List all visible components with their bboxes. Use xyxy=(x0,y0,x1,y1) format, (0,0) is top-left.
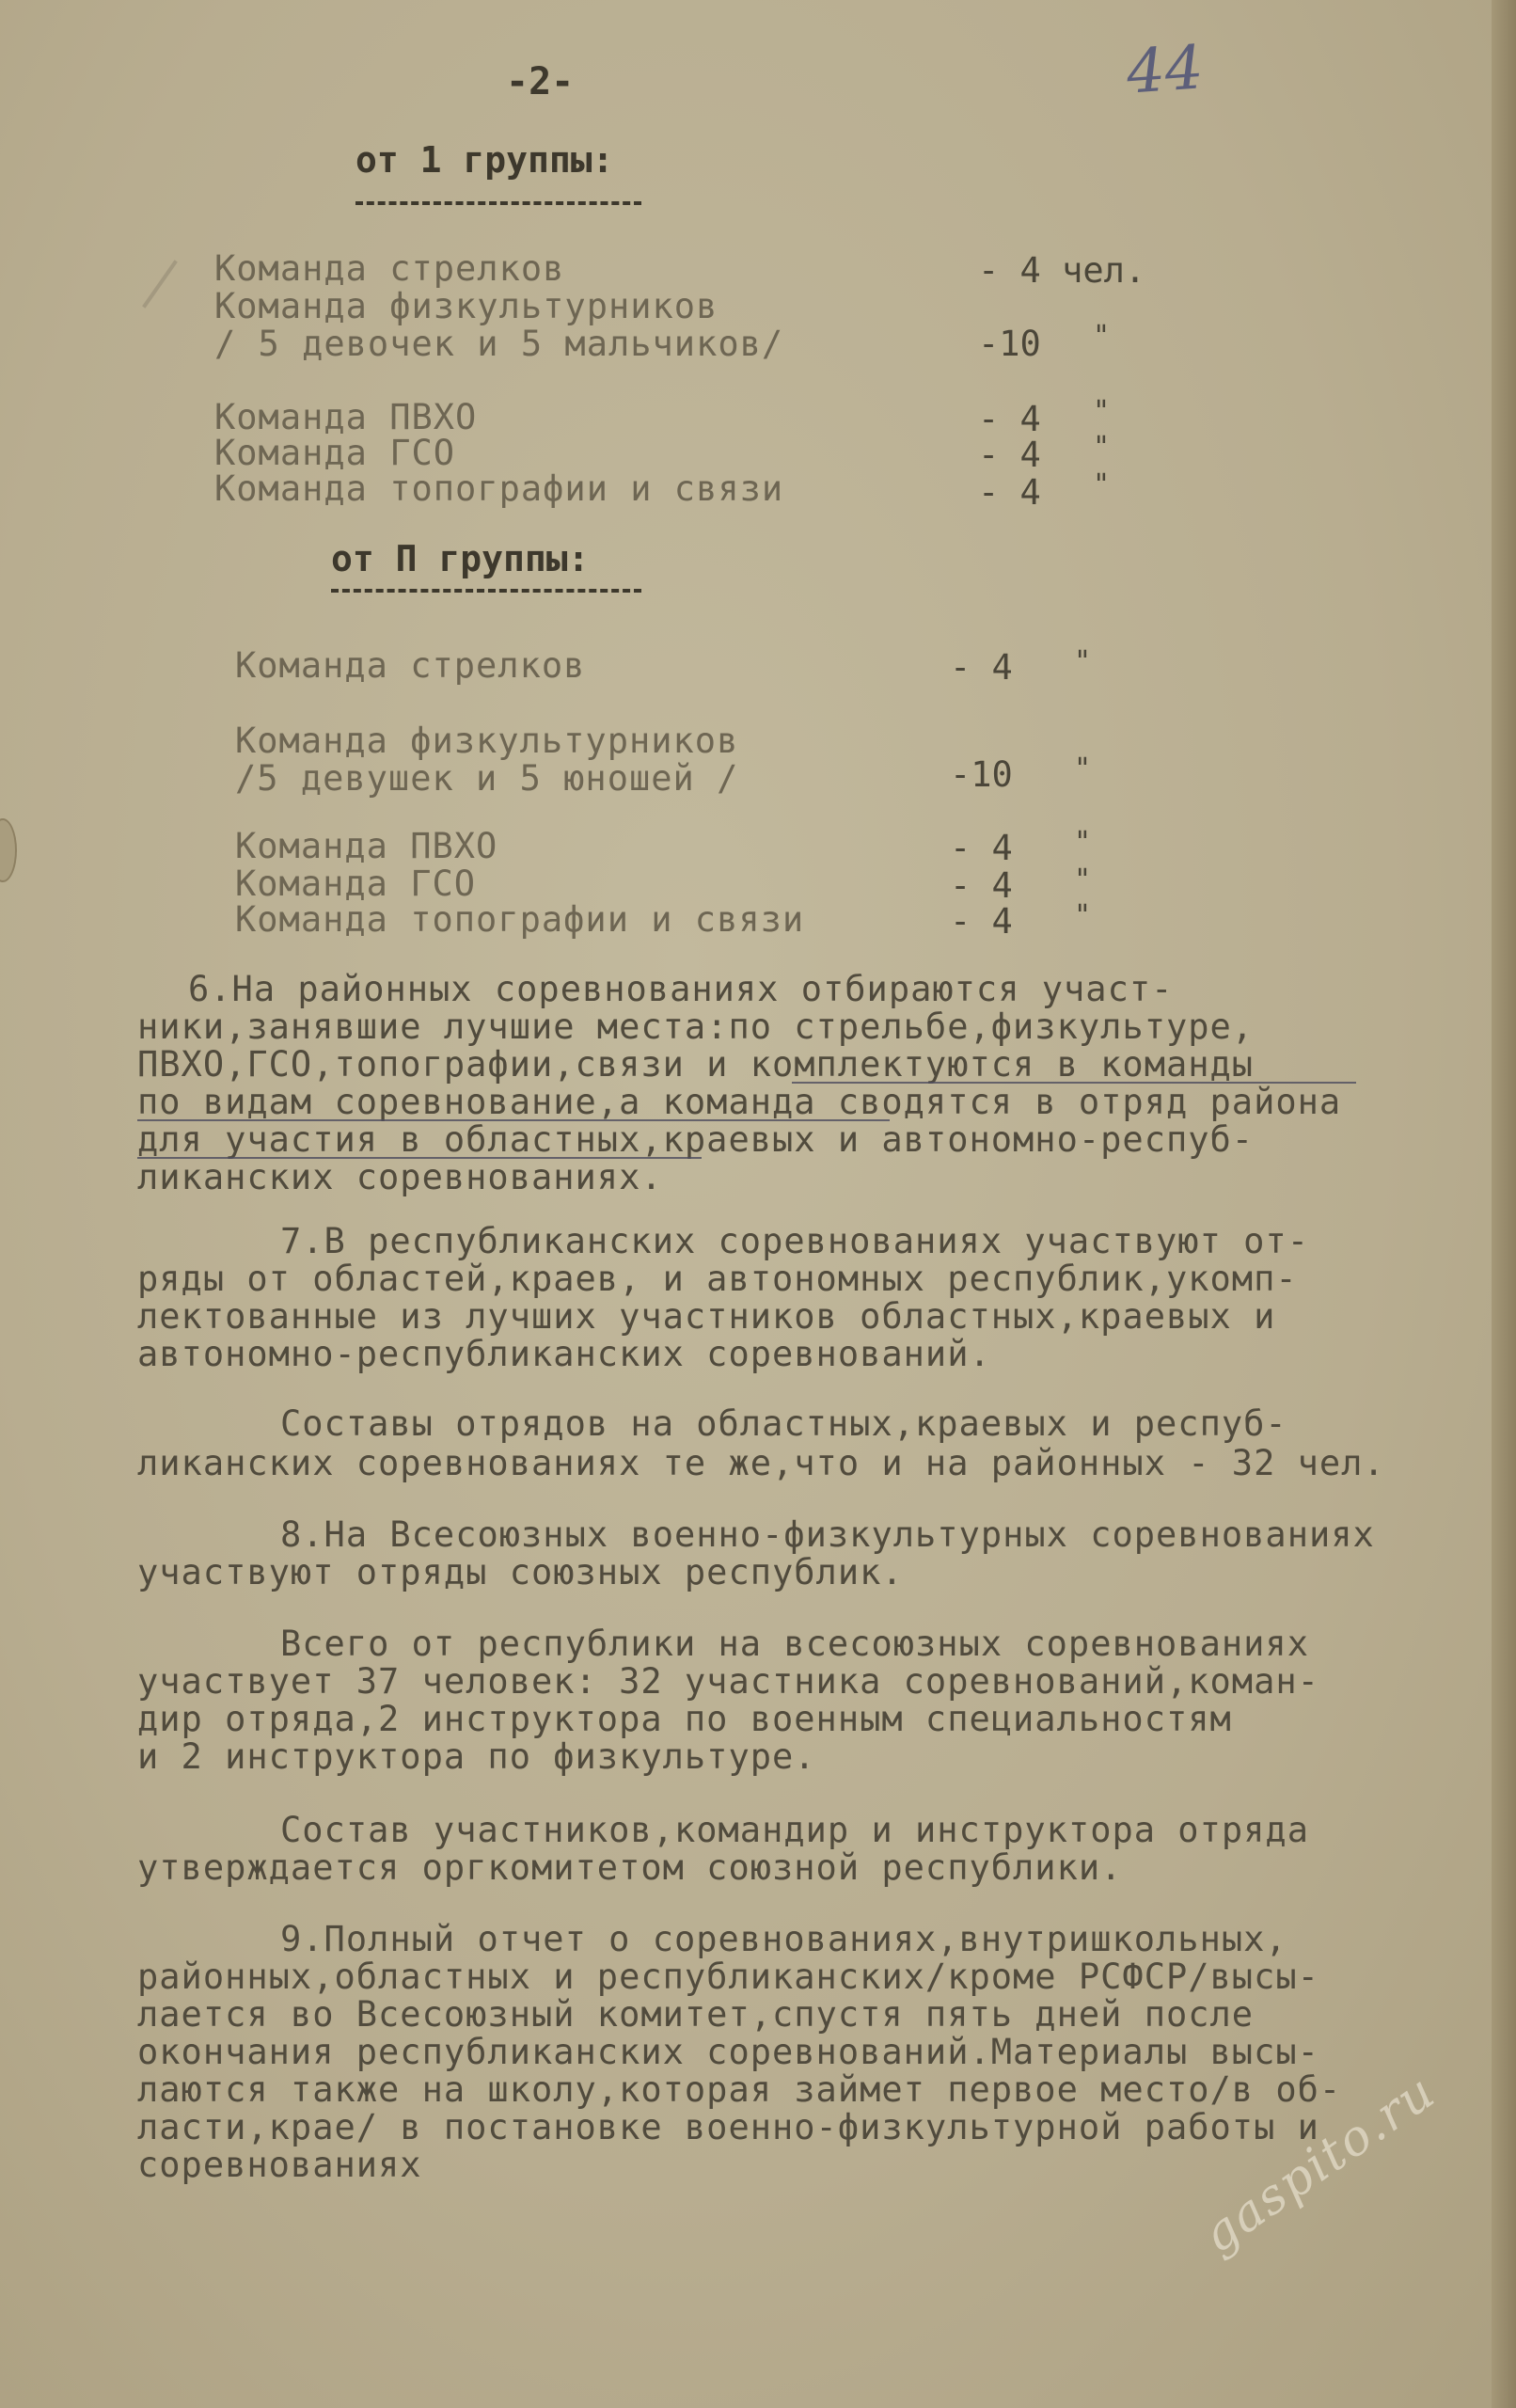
group2-row-label: /5 девушек и 5 юношей / xyxy=(235,758,739,799)
text-line: Всего от республики на всесоюзных соревнованиях xyxy=(280,1624,1309,1664)
group1-row-label: Команда стрелков xyxy=(214,248,565,289)
text-line: ПВХО,ГСО,топографии,связи и комплектуются в команды xyxy=(137,1044,1255,1085)
group2-title: от П группы: xyxy=(331,538,590,579)
group1-row-label: Команда топографии и связи xyxy=(214,468,784,509)
text-line: по видам соревнование,а команда сводятся в отряд района xyxy=(137,1082,1342,1122)
text-line: Составы отрядов на областных,краевых и респуб- xyxy=(280,1403,1287,1444)
text-line: 7.В республиканских соревнованиях участвуют от- xyxy=(280,1221,1309,1261)
group2-row-amount: - 4 xyxy=(950,901,1013,942)
ditto-mark: " xyxy=(1074,899,1092,932)
ditto-mark: " xyxy=(1093,431,1111,464)
group1-row-label: Команда физкультурников xyxy=(214,286,719,326)
group1-row-amount: - 4 чел. xyxy=(978,250,1146,291)
group1-row-label: / 5 девочек и 5 мальчиков/ xyxy=(214,324,784,364)
group2-row-amount: - 4 xyxy=(950,647,1013,688)
group1-row-amount: -10 xyxy=(978,324,1041,364)
page-edge xyxy=(1492,0,1516,2408)
group2-row-label: Команда ПВХО xyxy=(235,826,498,866)
text-line: соревнованиях xyxy=(137,2145,422,2185)
text-line: ласти,крае/ в постановке военно-физкультурной работы и xyxy=(137,2107,1319,2147)
text-line: участвуют отряды союзных республик. xyxy=(137,1552,904,1592)
text-line: ликанских соревнованиях. xyxy=(137,1157,663,1197)
text-line: 8.На Всесоюзных военно-физкультурных соревнованиях xyxy=(280,1514,1375,1555)
group2-row-label: Команда ГСО xyxy=(235,863,477,904)
group2-row-amount: - 4 xyxy=(950,828,1013,868)
text-line: окончания республиканских соревнований.Материалы высы- xyxy=(137,2032,1319,2072)
pencil-mark xyxy=(142,260,178,308)
group2-underline xyxy=(331,589,641,593)
text-line: дир отряда,2 инструктора по военным специальностям xyxy=(137,1699,1232,1739)
pencil-underline xyxy=(137,1157,702,1159)
ditto-mark: " xyxy=(1074,863,1092,896)
group1-row-amount: - 4 xyxy=(978,472,1041,513)
text-line: ряды от областей,краев, и автономных республик,укомп- xyxy=(137,1259,1298,1299)
punch-hole xyxy=(0,818,17,882)
group2-row-amount: - 4 xyxy=(950,865,1013,906)
ditto-mark: " xyxy=(1093,395,1111,428)
page-number: -2- xyxy=(506,60,575,103)
group1-underline xyxy=(355,201,641,205)
text-line: 9.Полный отчет о соревнованиях,внутришкольных, xyxy=(280,1919,1287,1959)
site-watermark: gaspito.ru xyxy=(1192,2063,1446,2265)
text-line: утверждается оргкомитетом союзной республики. xyxy=(137,1847,1123,1888)
text-line: и 2 инструктора по физкультуре. xyxy=(137,1736,816,1777)
group2-row-label: Команда физкультурников xyxy=(235,721,739,761)
ditto-mark: " xyxy=(1093,320,1111,353)
text-line: ники,занявшие лучшие места:по стрельбе,физкультуре, xyxy=(137,1006,1255,1047)
text-line: лаются также на школу,которая займет первое место/в об- xyxy=(137,2069,1342,2110)
ditto-mark: " xyxy=(1074,826,1092,859)
ditto-mark: " xyxy=(1074,645,1092,678)
group1-row-amount: - 4 xyxy=(978,399,1041,439)
group1-row-label: Команда ГСО xyxy=(214,433,456,473)
text-line: лектованные из лучших участников областных,краевых и xyxy=(137,1296,1276,1337)
pencil-underline xyxy=(137,1119,890,1121)
text-line: ликанских соревнованиях те же,что и на районных - 32 чел. xyxy=(137,1443,1385,1483)
text-line: автономно-республиканских соревнований. xyxy=(137,1334,991,1374)
text-line: лается во Всесоюзный комитет,спустя пять дней после xyxy=(137,1994,1255,2035)
handwritten-folio-number: 44 xyxy=(1124,33,1206,108)
group2-row-label: Команда стрелков xyxy=(235,645,586,686)
group1-title: от 1 группы: xyxy=(355,139,614,181)
ditto-mark: " xyxy=(1093,468,1111,501)
text-line: участвует 37 человек: 32 участника соревнований,коман- xyxy=(137,1661,1319,1702)
group1-row-label: Команда ПВХО xyxy=(214,397,478,437)
text-line: районных,областных и республиканских/кроме РСФСР/высы- xyxy=(137,1956,1319,1997)
text-line: 6.На районных соревнованиях отбираются участ- xyxy=(188,969,1174,1009)
text-line: для участия в областных,краевых и автономно-респуб- xyxy=(137,1119,1255,1160)
text-line: Состав участников,командир и инструктора отряда xyxy=(280,1810,1309,1850)
pencil-underline xyxy=(792,1082,1356,1084)
group1-row-amount: - 4 xyxy=(978,435,1041,475)
group2-row-amount: -10 xyxy=(950,754,1013,795)
ditto-mark: " xyxy=(1074,752,1092,785)
group2-row-label: Команда топографии и связи xyxy=(235,899,805,940)
